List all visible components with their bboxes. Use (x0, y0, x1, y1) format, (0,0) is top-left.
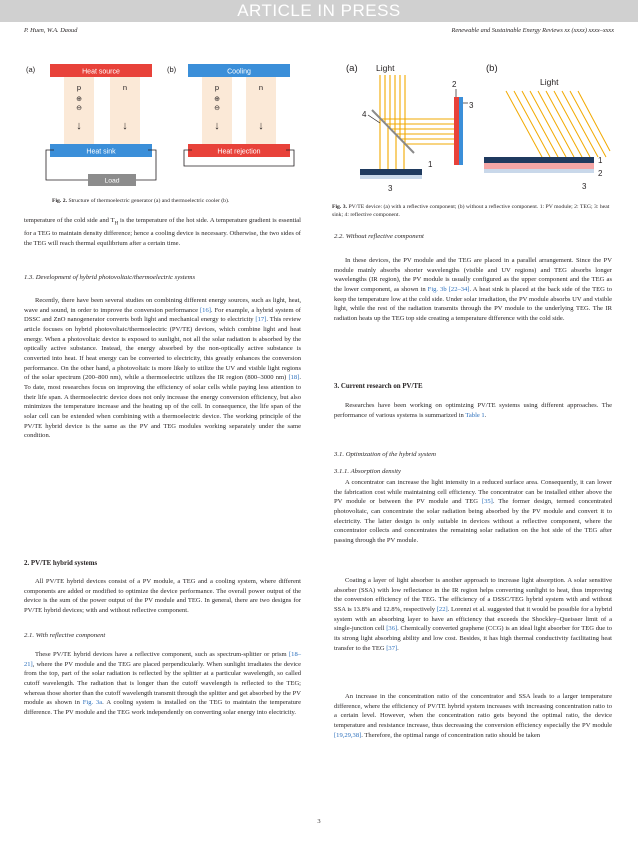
right-paragraph-7 (334, 576, 612, 653)
text: , where the PV module and the TEG are placed perpendicularly. When sunlight irradiates the device from the top, part of the solar radiation is reflected by the splitter at a particular wavelength, so called cutoff wavelength. The radiation that is longer than the cutoff wavelength is reflected to the TEG; whereas those shorter than the cutoff wavelength transmit through the splitter and get absorbed by the PV module as shown in (24, 660, 301, 707)
heat-source-label: Heat source (82, 68, 120, 76)
running-head-authors: P. Huen, W.A. Daoud (24, 27, 78, 34)
heat-sink-label: Heat sink (86, 148, 116, 156)
label-3-a: 3 (469, 101, 474, 110)
citation-link[interactable]: [19,29,38] (334, 731, 362, 739)
n-label-a: n (122, 83, 128, 92)
heat-sink-vertical (459, 97, 463, 165)
text: In these devices, the PV module and the TEG are placed in a parallel arrangement. Since the PV module mainly absorbs shorter wavelengths (visible and UV regions) and TEG absorbs longer wavelengths (IR region), the PV module is usually configured as the upper component and the TEG as the lower component, as shown in (334, 257, 612, 293)
fig3-label-b: (b) (486, 63, 498, 74)
figure-link[interactable]: Fig. 3a (82, 699, 103, 707)
arrow-n-b: ↓ (258, 120, 264, 132)
fig2-caption-label: Fig. 2. (52, 198, 68, 204)
teg-b (484, 163, 594, 169)
left-paragraph-3 (24, 650, 301, 718)
section-1-3-heading: 1.3. Development of hybrid photovoltaic/thermoelectric systems (24, 274, 196, 281)
text: . Lorenzi et al. suggested that it would be possible for a hybrid system with an absorbing layer to have an efficiency that exceeds the Shockley–Queisser limit of a single-junction cell (334, 605, 612, 633)
label-3-a-bottom: 3 (388, 184, 393, 193)
text: . (397, 644, 399, 652)
fig2-label-a: (a) (26, 65, 36, 74)
load-label: Load (104, 177, 120, 185)
arrow-n-a: ↓ (122, 120, 128, 132)
section-3-heading: 3. Current research on PV/TE (334, 383, 423, 390)
p-label-a: p (76, 83, 82, 92)
heat-rejection-label: Heat rejection (217, 148, 261, 156)
text: . The former design, termed concentrated photovoltaic, can concentrate the solar radiation being absorbed by the PV module and convert it to electricity. The latter design is only suitable in devices without a reflective component, where the concentrator collects and concentrates the remaining solar radiation on the hot side of the TEG after passing through the PV module. (334, 498, 612, 544)
left-paragraph-2: All PV/TE hybrid devices consist of a PV module, a TEG and a cooling system, where different components are added or modified to optimize the device performance. The overall power output of the device is the sum of the power output of the PV module and TEG. In general, there are two designs for PV/TE hybrid devices; with and without reflective component. (24, 578, 301, 614)
label-3-b: 3 (582, 182, 587, 191)
subscript: H (114, 221, 119, 227)
section-2-heading: 2. PV/TE hybrid systems (24, 560, 98, 567)
pv-module-b (484, 157, 594, 163)
plus-b: ⊕ (214, 96, 220, 103)
cooling-label: Cooling (227, 68, 251, 76)
table-link[interactable]: Table 1 (465, 411, 485, 419)
light-rays-a (380, 75, 454, 169)
fig2-caption-text: Structure of thermoelectric generator (a) and thermoelectric cooler (b). (68, 198, 230, 204)
left-paragraph-1 (24, 296, 301, 441)
citation-link[interactable]: [16] (199, 306, 211, 314)
text: An increase in the concentration ratio of the concentrator and SSA leads to a larger temperature difference, where the efficiency of PV/TE hybrid system increases with increasing concentration ratio to a certain level. However, when the concentration ratio gets beyond the optimal ratio, the device temperature and resistance increase, thus decreasing the conversion efficiency especially the PV module (334, 693, 612, 729)
citation-link[interactable]: [35] (481, 498, 493, 506)
text: A concentrator can increase the light intensity in a reduced surface area. Consequently, it can lower the fabrication cost while maintaining cell efficiency. The concentrator can be installed either above the PV module or between the PV module and TEG (334, 479, 612, 506)
section-2-2-heading: 2.2. Without reflective component (334, 233, 424, 240)
minus-a: ⊖ (76, 105, 82, 112)
text: Recently, there have been several studies on combining different energy sources, such as light, heat, wave and sound, in order to improve the conversion performance (24, 297, 301, 314)
citation-link[interactable]: [18] (288, 374, 300, 382)
fig3-caption-label: Fig. 3. (332, 204, 348, 210)
right-paragraph-8 (334, 692, 612, 740)
citation-link[interactable]: [37] (386, 644, 398, 652)
heat-sink-a (360, 175, 422, 179)
citation-link[interactable]: [17] (255, 316, 267, 324)
label-2-a: 2 (452, 80, 457, 89)
text: . Therefore, the optimal range of concentration ratio should be taken (361, 731, 541, 739)
citation-link[interactable]: [18–21] (24, 651, 301, 668)
light-label-a: Light (376, 63, 395, 73)
page-number: 3 (317, 818, 321, 825)
text: . (484, 411, 487, 419)
text: is the temperature of the hot side. A temperature gradient is essential for a TEG to maintain density difference; hence a cooling device is necessary. Otherwise, the two sides of the TEG will reach thermal equilibrium after a certain time. (24, 217, 301, 247)
light-rays-b (506, 91, 610, 157)
text: . This review article focuses on hybrid photovoltaic/thermoelectric (PV/TE) devices, which combine light and heat energy. When a photovoltaic device is exposed to sunlight, not all the solar radiation is absorbed by the optically active substance. Instead, the energy absorbed by the non-optically active substance is converted into heat. If heat energy can be converted to electricity, this greatly enhances the conversion performance. On the other hand, a photovoltaic is more likely to utilize the UV and visible light regions of the solar spectrum (200–800 nm), while a thermoelectric utilizes the IR region (800–3000 nm) (24, 316, 301, 382)
plus-a: ⊕ (76, 96, 82, 103)
section-3-1-1-heading: 3.1.1. Absorption density (334, 468, 401, 475)
arrow-p-a: ↓ (76, 120, 82, 132)
label-1-a: 1 (428, 160, 433, 169)
label-2-b: 2 (598, 169, 603, 178)
n-label-b: n (258, 83, 264, 92)
figure-3-caption (332, 203, 612, 219)
label-4: 4 (362, 110, 367, 119)
light-label-b: Light (540, 77, 559, 87)
article-in-press-banner: ARTICLE IN PRESS (0, 0, 638, 22)
running-head-journal: Renewable and Sustainable Energy Reviews xx (xxxx) xxxx–xxxx (451, 27, 614, 34)
fig3-caption-text: PV/TE device: (a) with a reflective component; (b) without a reflective component. 1: PV module; 2: TEG; 3: heat sink; 4: reflective component. (332, 204, 610, 218)
text: . Chemically converted graphene (CCG) is an ideal light absorber for TEG due to its strong light absorbing ability and low cost. Besides, it has high thermal conductivity facilitating heat transfer to the TEG (334, 625, 612, 652)
text: These PV/TE hybrid devices have a reflective component, such as spectrum-splitter or prism (35, 651, 289, 658)
text: . A cooling system is installed on the TEG to maintain the temperature difference. The PV module and the TEG work independently on converting solar energy into electricity. (24, 699, 301, 716)
text: temperature of the cold side and T (24, 217, 115, 224)
text: Coating a layer of light absorber is another approach to increase light absorption. A solar sensitive absorber (SSA) with low reflectance in the IR region helps converting sunlight to heat, thus improving the conversion efficiency of the TEG. The efficiency of a DSSC/TEG hybrid system with and without SSA is 13.8% and 12.8%, respectively (334, 577, 612, 613)
fig3-label-a: (a) (346, 63, 358, 74)
citation-link[interactable]: [22–34] (448, 285, 470, 293)
reflective-splitter (372, 110, 414, 153)
pv-module-a (360, 169, 422, 175)
label-1-b: 1 (598, 156, 603, 165)
left-paragraph-0 (24, 216, 301, 248)
citation-link[interactable]: [36] (386, 625, 398, 633)
figure-2-thermoelectric-diagram (24, 60, 302, 192)
right-paragraph-6 (334, 478, 612, 546)
text: Researches have been working on optimizing PV/TE systems using different approaches. The performance of various systems is summarized in (334, 402, 612, 419)
teg-vertical (454, 97, 459, 165)
figure-link[interactable]: Fig. 3b (427, 285, 447, 293)
text: . A heat sink is placed at the back side of the TEG to keep the temperature low at the cold side. Under solar irradiation, the PV module absorbs UV and visible light, while the rest of the radiation transmits through the PV module to the underlying TEG. The IR radiation heats up the TEG top side creating a temperature difference with the cold side. (334, 285, 613, 322)
p-label-b: p (214, 83, 220, 92)
figure-2-caption (52, 197, 312, 205)
text: . To date, most researches focus on improving the efficiency of solar cells while paying less attention to their life span. A thermoelectric device does not only increase the energy conversion efficiency, but also minimizes the temperature increase and the heating up of the cell. In consequence, the life span of the solar cell can be extended when combining with a thermoelectric device. The working principle of the PV/TE hybrid device is the same as the PV and TEG modules working separately under the same condition. (24, 374, 301, 440)
section-2-1-heading: 2.1. With reflective component (24, 632, 106, 639)
arrow-p-b: ↓ (214, 120, 220, 132)
figure-3-pvte-device-diagram (330, 57, 612, 194)
heat-sink-b (484, 169, 594, 173)
fig2-label-b: (b) (167, 65, 177, 74)
right-paragraph-4 (334, 256, 612, 324)
citation-link[interactable]: [22] (436, 605, 448, 613)
right-paragraph-5 (334, 401, 612, 420)
minus-b: ⊖ (214, 105, 220, 112)
text: . For example, a hybrid system of DSSC and ZnO nanogenerator converts both light and mechanical energy to electricity (24, 306, 301, 324)
section-3-1-heading: 3.1. Optimization of the hybrid system (334, 451, 436, 458)
